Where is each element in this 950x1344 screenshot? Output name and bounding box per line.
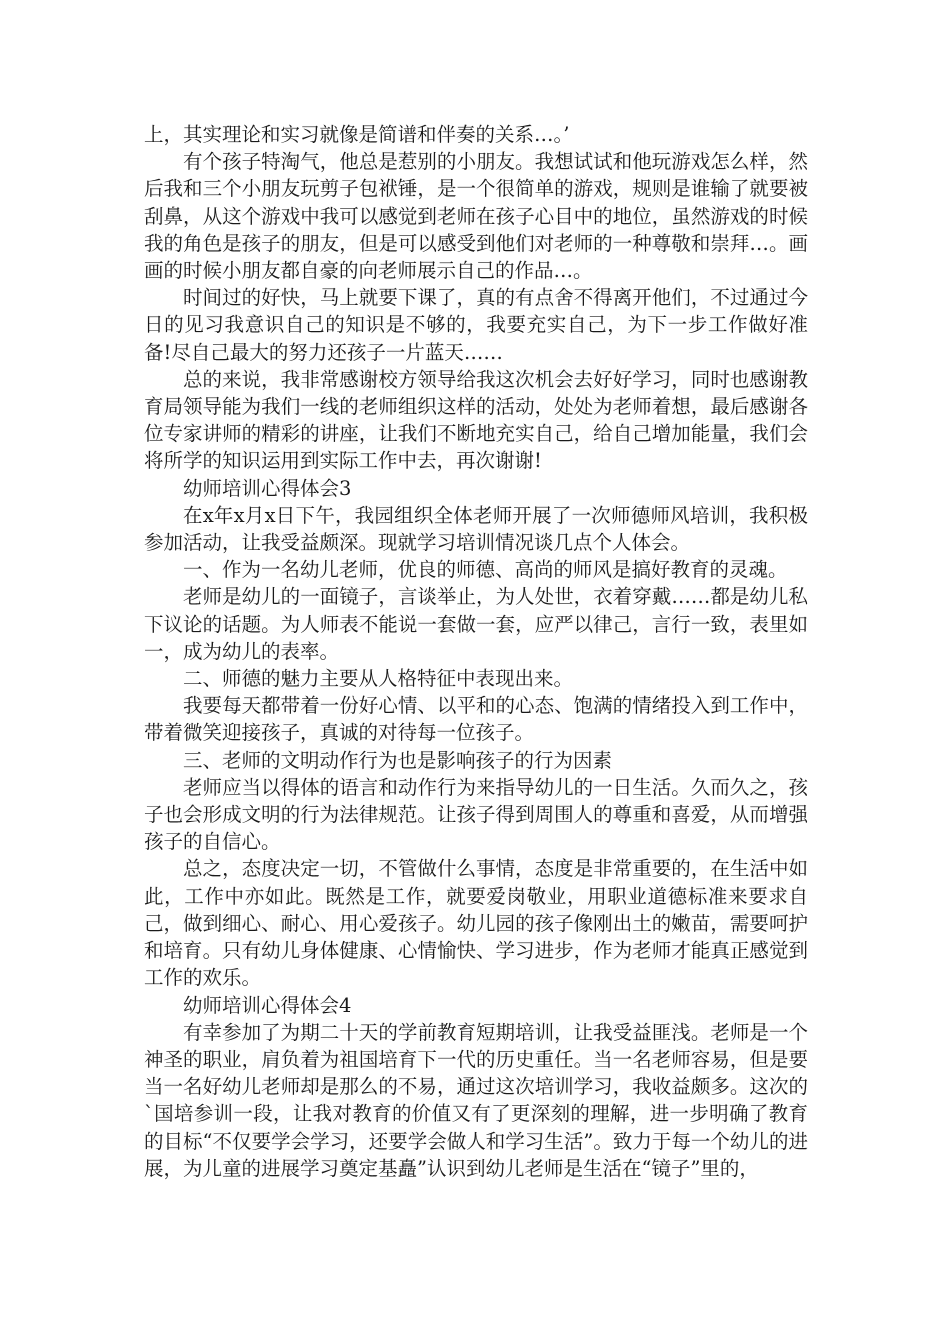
paragraph: 老师是幼儿的一面镜子，言谈举止，为人处世，衣着穿戴……都是幼儿私下议论的话题。为人师表不能说一套做一套，应严以律己，言行一致，表里如一，成为幼儿的表率。 bbox=[144, 585, 808, 663]
section-heading: 幼师培训心得体会3 bbox=[183, 476, 352, 500]
paragraph: 总之，态度决定一切，不管做什么事情，态度是非常重要的，在生活中如此，工作中亦如此。既然是工作，就要爱岗敬业，用职业道德标准来要求自己，做到细心、耐心、用心爱孩子。幼儿园的孩子像刚出土的嫩苗，需要呵护和培育。只有幼儿身体健康、心情愉快、学习进步，作为老师才能真正感觉到工作的欢乐。 bbox=[144, 857, 808, 990]
paragraph: 三、老师的文明动作行为也是影响孩子的行为因素 bbox=[183, 748, 613, 772]
paragraph: 有个孩子特淘气，他总是惹别的小朋友。我想试试和他玩游戏怎么样，然后我和三个小朋友玩剪子包袱锤，是一个很简单的游戏，规则是谁输了就要被刮鼻，从这个游戏中我可以感觉到老师在孩子心目中的地位，虽然游戏的时候我的角色是孩子的朋友，但是可以感受到他们对老师的一种尊敬和崇拜…。画画的时候小朋友都自豪的向老师展示自己的作品…。 bbox=[144, 150, 808, 283]
paragraph: 我要每天都带着一份好心情、以平和的心态、饱满的情绪投入到工作中，带着微笑迎接孩子，真诚的对待每一位孩子。 bbox=[144, 694, 808, 745]
paragraph: 总的来说，我非常感谢校方领导给我这次机会去好好学习，同时也感谢教育局领导能为我们一线的老师组织这样的活动，处处为老师着想，最后感谢各位专家讲师的精彩的讲座，让我们不断地充实自己，给自己增加能量，我们会将所学的知识运用到实际工作中去，再次谢谢! bbox=[144, 367, 808, 473]
paragraph: 老师应当以得体的语言和动作行为来指导幼儿的一日生活。久而久之，孩子也会形成文明的行为法律规范。让孩子得到周围人的尊重和喜爱，从而增强孩子的自信心。 bbox=[144, 775, 808, 854]
paragraph: 一、作为一名幼儿老师，优良的师德、高尚的师风是搞好教育的灵魂。 bbox=[183, 558, 788, 582]
paragraph: 上，其实理论和实习就像是简谱和伴奏的关系…。’ bbox=[144, 123, 570, 146]
document-body bbox=[144, 121, 808, 1182]
paragraph: 时间过的好快，马上就要下课了，真的有点舍不得离开他们，不过通过今日的见习我意识自己的知识是不够的，我要充实自己，为下一步工作做好准备!尽自己最大的努力还孩子一片蓝天…… bbox=[144, 286, 808, 364]
section-heading: 幼师培训心得体会4 bbox=[183, 993, 352, 1017]
paragraph: 在x年x月x日下午，我园组织全体老师开展了一次师德师风培训，我积极参加活动，让我受益颇深。现就学习培训情况谈几点个人体会。 bbox=[144, 503, 808, 555]
paragraph: 二、师德的魅力主要从人格特征中表现出来。 bbox=[183, 667, 574, 691]
paragraph: 有幸参加了为期二十天的学前教育短期培训，让我受益匪浅。老师是一个神圣的职业，肩负着为祖国培育下一代的历史重任。当一名老师容易，但是要当一名好幼儿老师却是那么的不易，通过这次培训学习，我收益颇多。这次的`国培参训一段，让我对教育的价值又有了更深刻的理解，进一步明确了教育的目标“不仅要学会学习，还要学会做人和学习生活”。致力于每一个幼儿的进展，为儿童的进展学习奠定基矗”认识到幼儿老师是生活在“镜子”里的， bbox=[144, 1020, 808, 1180]
